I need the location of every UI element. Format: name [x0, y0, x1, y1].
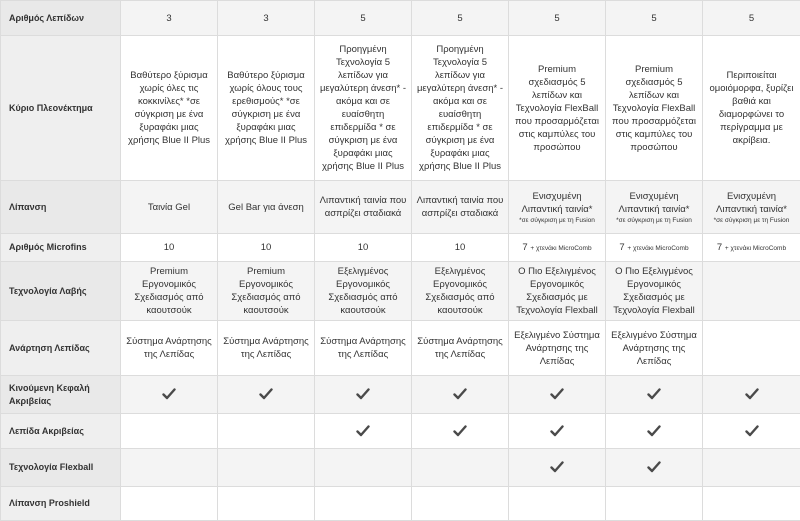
table-cell: [218, 181, 315, 234]
table-cell: Premium Εργονομικός Σχεδιασμός από καουτσούκ: [218, 262, 315, 321]
row-label: Ανάρτηση Λεπίδας: [1, 321, 121, 376]
table-cell: [315, 234, 412, 262]
cell-main-text: Ταινία Gel: [125, 201, 213, 214]
table-cell: [218, 234, 315, 262]
table-cell: [121, 487, 218, 521]
cell-main-text: Λιπαντική ταινία που ασπρίζει σταδιακά: [416, 194, 504, 220]
table-cell: [509, 414, 606, 449]
cell-main-text: Ενισχυμένη Λιπαντική ταινία*: [513, 190, 601, 216]
table-cell: [509, 181, 606, 234]
table-cell: 5: [509, 1, 606, 36]
table-cell: [218, 449, 315, 487]
table-cell: 5: [703, 1, 800, 36]
row-microfins: [1, 234, 800, 262]
table-cell: 5: [315, 1, 412, 36]
cell-main-text: 7: [619, 242, 624, 253]
table-cell: [412, 234, 509, 262]
table-cell: [121, 449, 218, 487]
cell-footnote: + χτενάκι MicroComb: [725, 245, 786, 252]
checkmark-icon: [550, 461, 564, 473]
table-cell: Βαθύτερο ξύρισμα χωρίς όλες τις κοκκινίλες* *σε σύγκριση με ένα ξυραφάκι μιας χρήσης Blue II Plus: [121, 36, 218, 181]
cell-main-text: 7: [717, 242, 722, 253]
cell-main-text: 10: [358, 242, 369, 253]
table-cell: [412, 376, 509, 414]
cell-main-text: 10: [164, 242, 175, 253]
table-cell: [606, 234, 703, 262]
table-cell: [703, 321, 800, 376]
cell-main-text: Λιπαντική ταινία που ασπρίζει σταδιακά: [319, 194, 407, 220]
table-cell: [606, 487, 703, 521]
table-cell: [412, 487, 509, 521]
cell-main-text: 10: [455, 242, 466, 253]
table-cell: [606, 376, 703, 414]
row-precision-blade: [1, 414, 800, 449]
table-cell: [412, 181, 509, 234]
table-cell: Σύστημα Ανάρτησης της Λεπίδας: [218, 321, 315, 376]
table-cell: Premium σχεδιασμός 5 λεπίδων και Τεχνολογία FlexBall που προσαρμόζεται στις καμπύλες του προσώπου: [606, 36, 703, 181]
table-cell: [121, 234, 218, 262]
checkmark-icon: [647, 388, 661, 400]
table-cell: [509, 234, 606, 262]
table-cell: Ο Πιο Εξελιγμένος Εργονομικός Σχεδιασμός με Τεχνολογία Flexball: [606, 262, 703, 321]
table-cell: Προηγμένη Τεχνολογία 5 λεπίδων για μεγαλύτερη άνεση* - ακόμα και σε ευαίσθητη επιδερμίδα * σε σύγκριση με ένα ξυραφάκι μιας χρήσης Blue II Plus: [412, 36, 509, 181]
cell-footnote: *σε σύγκριση με τη Fusion: [707, 216, 796, 225]
table-cell: [606, 449, 703, 487]
table-cell: [315, 414, 412, 449]
checkmark-icon: [356, 425, 370, 437]
table-cell: [509, 487, 606, 521]
table-cell: Σύστημα Ανάρτησης της Λεπίδας: [121, 321, 218, 376]
row-label: Λίπανση Proshield: [1, 487, 121, 521]
table-cell: [509, 376, 606, 414]
table-cell: [606, 414, 703, 449]
table-cell: 3: [121, 1, 218, 36]
checkmark-icon: [550, 388, 564, 400]
row-label: Τεχνολογία Flexball: [1, 449, 121, 487]
row-main-benefit: [1, 36, 800, 181]
table-cell: 5: [412, 1, 509, 36]
checkmark-icon: [550, 425, 564, 437]
checkmark-icon: [356, 388, 370, 400]
table-cell: Βαθύτερο ξύρισμα χωρίς όλους τους ερεθισμούς* *σε σύγκριση με ένα ξυραφάκι μιας χρήσης Blue II Plus: [218, 36, 315, 181]
cell-main-text: 7: [522, 242, 527, 253]
row-handle-technology: [1, 262, 800, 321]
row-label: Λίπανση: [1, 181, 121, 234]
table-cell: [703, 449, 800, 487]
table-cell: Προηγμένη Τεχνολογία 5 λεπίδων για μεγαλύτερη άνεση* - ακόμα και σε ευαίσθητη επιδερμίδα * σε σύγκριση με ένα ξυραφάκι μιας χρήσης Blue II Plus: [315, 36, 412, 181]
row-label: Τεχνολογία Λαβής: [1, 262, 121, 321]
checkmark-icon: [259, 388, 273, 400]
cell-main-text: Ενισχυμένη Λιπαντική ταινία*: [707, 190, 796, 216]
table-cell: [703, 234, 800, 262]
table-cell: [412, 449, 509, 487]
table-cell: [412, 414, 509, 449]
table-cell: [121, 181, 218, 234]
row-blade-suspension: [1, 321, 800, 376]
table-cell: [315, 181, 412, 234]
cell-footnote: + χτενάκι MicroComb: [627, 245, 688, 252]
table-cell: Premium Εργονομικός Σχεδιασμός από καουτσούκ: [121, 262, 218, 321]
checkmark-icon: [745, 425, 759, 437]
table-cell: Εξελιγμένο Σύστημα Ανάρτησης της Λεπίδας: [509, 321, 606, 376]
table-cell: [703, 414, 800, 449]
table-cell: Εξελιγμένος Εργονομικός Σχεδιασμός από καουτσούκ: [412, 262, 509, 321]
table-cell: [703, 181, 800, 234]
table-cell: [315, 487, 412, 521]
checkmark-icon: [647, 425, 661, 437]
table-cell: [218, 376, 315, 414]
table-cell: Εξελιγμένο Σύστημα Ανάρτησης της Λεπίδας: [606, 321, 703, 376]
row-proshield: [1, 487, 800, 521]
table-cell: [315, 376, 412, 414]
row-label: Αριθμός Λεπίδων: [1, 1, 121, 36]
table-cell: [703, 376, 800, 414]
checkmark-icon: [162, 388, 176, 400]
table-cell: [315, 449, 412, 487]
table-cell: 5: [606, 1, 703, 36]
row-flexball: [1, 449, 800, 487]
checkmark-icon: [647, 461, 661, 473]
table-cell: [703, 262, 800, 321]
checkmark-icon: [745, 388, 759, 400]
table-cell: [703, 487, 800, 521]
table-cell: [606, 181, 703, 234]
row-pivoting-head: [1, 376, 800, 414]
table-cell: Ο Πιο Εξελιγμένος Εργονομικός Σχεδιασμός με Τεχνολογία Flexball: [509, 262, 606, 321]
row-label: Λεπίδα Ακριβείας: [1, 414, 121, 449]
checkmark-icon: [453, 425, 467, 437]
table-cell: 3: [218, 1, 315, 36]
table-cell: Premium σχεδιασμός 5 λεπίδων και Τεχνολογία FlexBall που προσαρμόζεται στις καμπύλες του προσώπου: [509, 36, 606, 181]
cell-footnote: *σε σύγκριση με τη Fusion: [610, 216, 698, 225]
table-cell: [121, 376, 218, 414]
row-label: Κινούμενη Κεφαλή Ακριβείας: [1, 376, 121, 414]
row-blade-count: [1, 1, 800, 36]
cell-main-text: Gel Bar για άνεση: [222, 201, 310, 214]
table-cell: [121, 414, 218, 449]
table-cell: [509, 449, 606, 487]
checkmark-icon: [453, 388, 467, 400]
cell-footnote: + χτενάκι MicroComb: [530, 245, 591, 252]
row-label: Κύριο Πλεονέκτημα: [1, 36, 121, 181]
cell-footnote: *σε σύγκριση με τη Fusion: [513, 216, 601, 225]
table-cell: Περιποιείται ομοιόμορφα, ξυρίζει βαθιά και διαμορφώνει το περίγραμμα με ακρίβεια.: [703, 36, 800, 181]
cell-main-text: Ενισχυμένη Λιπαντική ταινία*: [610, 190, 698, 216]
row-lubrication: [1, 181, 800, 234]
table-cell: Σύστημα Ανάρτησης της Λεπίδας: [412, 321, 509, 376]
table-cell: [218, 487, 315, 521]
table-cell: Σύστημα Ανάρτησης της Λεπίδας: [315, 321, 412, 376]
table-cell: Εξελιγμένος Εργονομικός Σχεδιασμός από καουτσούκ: [315, 262, 412, 321]
cell-main-text: 10: [261, 242, 272, 253]
row-label: Αριθμός Microfins: [1, 234, 121, 262]
table-cell: [218, 414, 315, 449]
